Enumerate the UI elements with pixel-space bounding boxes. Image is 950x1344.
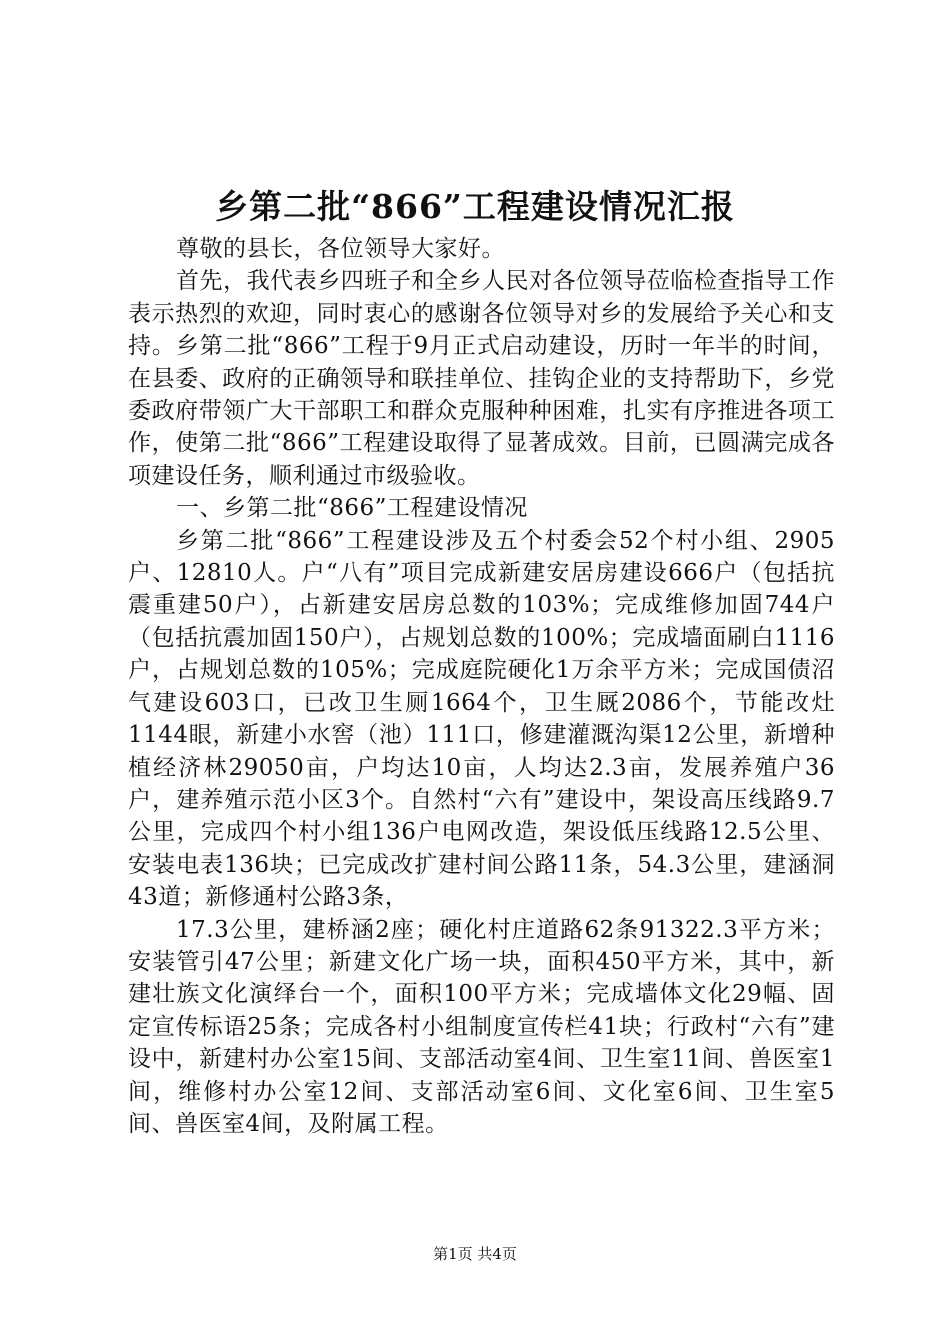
intro-paragraph: 首先，我代表乡四班子和全乡人民对各位领导莅临检查指导工作表示热烈的欢迎，同时衷心的感谢各位领导对乡的发展给予关心和支持。乡第二批“866”工程于9月正式启动建设，历时一年半的时间，在县委、政府的正确领导和联挂单位、挂钩企业的支持帮助下，乡党委政府带领广大干部职工和群众克服种种困难，扎实有序推进各项工作，使第二批“866”工程建设取得了显著成效。目前，已圆满完成各项建设任务，顺利通过市级验收。 [128,268,835,489]
body-paragraph: 17.3公里，建桥涵2座；硬化村庄道路62条91322.3平方米；安装管引47公里；新建文化广场一块，面积450平方米，其中，新建壮族文化演绎台一个，面积100平方米；完成墙体文化29幅、固定宣传标语25条；完成各村小组制度宣传栏41块；行政村“六有”建设中，新建村办公室15间、支部活动室4间、卫生室11间、兽医室1间，维修村办公室12间、支部活动室6间、文化室6间、卫生室5间、兽医室4间，及附属工程。 [128,916,835,1137]
section-heading: 一、乡第二批“866”工程建设情况 [176,495,528,522]
body-paragraph: 乡第二批“866”工程建设涉及五个村委会52个村小组、2905户、12810人。户“八有”项目完成新建安居房建设666户（包括抗震重建50户），占新建安居房总数的103%；完成维修加固744户（包括抗震加固150户），占规划总数的100%；完成墙面刷白1116户，占规划总数的105%；完成庭院硬化1万余平方米；完成国债沼气建设603口，已改卫生厕1664个，卫生厩2086个，节能改灶1144眼，新建小水窖（池）111口，修建灌溉沟渠12公里，新增种植经济林29050亩，户均达10亩，人均达2.3亩，发展养殖户36户，建养殖示范小区3个。自然村“六有”建设中，架设高压线路9.7公里，完成四个村小组136户电网改造，架设低压线路12.5公里、安装电表136块；已完成改扩建村间公路11条，54.3公里，建涵洞43道；新修通村公路3条， [128,527,835,911]
document-title: 乡第二批“866”工程建设情况汇报 [215,187,735,226]
page-footer: 第1页 共4页 [433,1245,517,1263]
greeting-paragraph: 尊敬的县长，各位领导大家好。 [176,236,505,262]
document-body [128,233,835,1140]
